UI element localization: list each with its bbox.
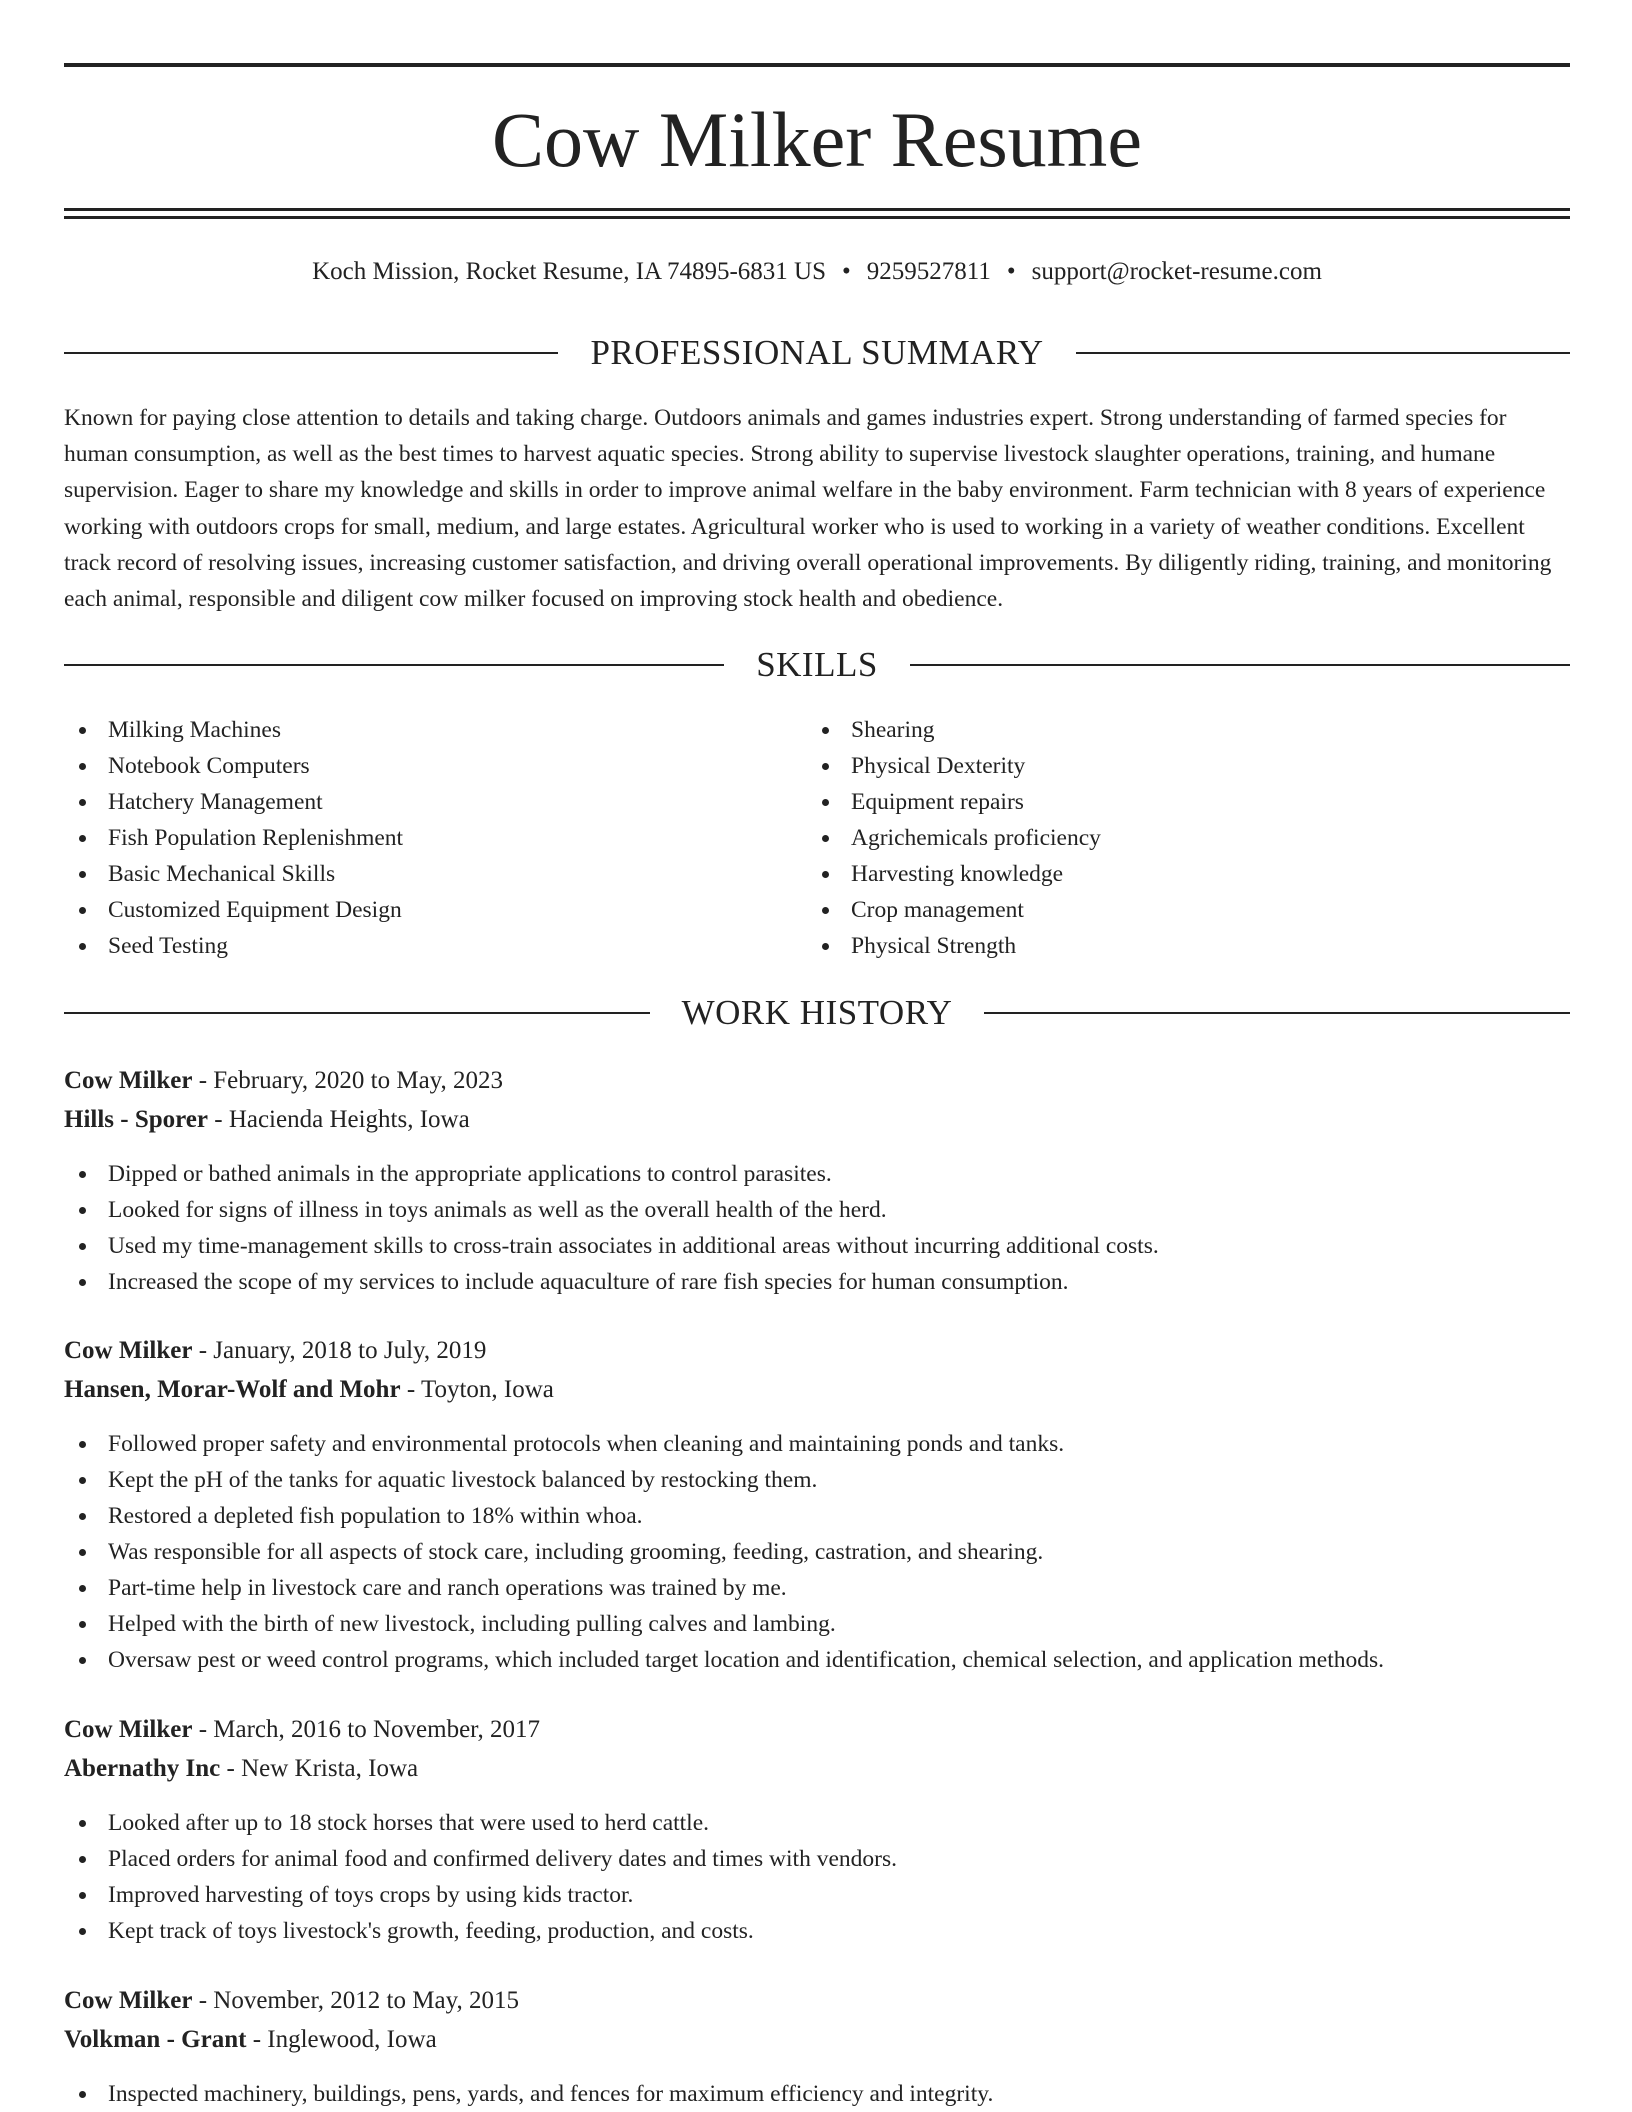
title-rule-lower: [64, 216, 1570, 219]
heading-line-right: [984, 1012, 1570, 1014]
skills-list-right: [807, 712, 1101, 964]
skill-item: Basic Mechanical Skills: [64, 856, 403, 892]
heading-line-left: [64, 352, 558, 354]
job-title-line: [64, 1983, 519, 2019]
job-dash: -: [207, 1106, 229, 1133]
skill-item: Physical Dexterity: [807, 748, 1101, 784]
skill-item: Customized Equipment Design: [64, 892, 403, 928]
job-employer-line: [64, 1372, 554, 1408]
contact-separator: •: [841, 258, 851, 285]
job-duty-item: Was responsible for all aspects of stock care, including grooming, feeding, castration, and shearing.: [64, 1534, 1384, 1570]
job-dash: -: [192, 1716, 214, 1743]
job-location: Toyton, Iowa: [420, 1376, 554, 1403]
job-employer: Hansen, Morar-Wolf and Mohr: [64, 1376, 401, 1403]
job-duty-item: Placed orders for animal food and confirmed delivery dates and times with vendors.: [64, 1841, 897, 1877]
job-location: Hacienda Heights, Iowa: [228, 1106, 470, 1133]
job-dash: -: [192, 1337, 214, 1364]
skill-item: Shearing: [807, 712, 1101, 748]
job-duty-item: Part-time help in livestock care and ranch operations was trained by me.: [64, 1570, 1384, 1606]
job-employer-line: [64, 1102, 470, 1138]
skill-item: Agrichemicals proficiency: [807, 820, 1101, 856]
contact-line: [64, 256, 1570, 288]
job-title: Cow Milker: [64, 1337, 193, 1364]
heading-line-left: [64, 1012, 650, 1014]
job-duties-list: [64, 1805, 897, 1949]
work-history-heading: [64, 993, 1570, 1033]
skill-item: Crop management: [807, 892, 1101, 928]
skill-item: Harvesting knowledge: [807, 856, 1101, 892]
heading-line-left: [64, 664, 724, 666]
contact-address: Koch Mission, Rocket Resume, IA 74895-6831 US: [312, 258, 826, 285]
job-duty-item: Helped with the birth of new livestock, including pulling calves and lambing.: [64, 1606, 1384, 1642]
job-duty-item: Restored a depleted fish population to 18% within whoa.: [64, 1498, 1384, 1534]
job-dates: November, 2012 to May, 2015: [213, 1987, 519, 2014]
job-dates: February, 2020 to May, 2023: [213, 1067, 504, 1094]
heading-line-right: [910, 664, 1570, 666]
skill-item: Milking Machines: [64, 712, 403, 748]
job-duty-item: Kept track of toys livestock's growth, feeding, production, and costs.: [64, 1913, 897, 1949]
job-title: Cow Milker: [64, 1716, 193, 1743]
job-title-line: [64, 1063, 503, 1099]
job-duties-list: [64, 2076, 993, 2112]
job-dash: -: [220, 1755, 242, 1782]
job-duty-item: Improved harvesting of toys crops by using kids tractor.: [64, 1877, 897, 1913]
job-employer-line: [64, 2022, 437, 2058]
job-duty-item: Kept the pH of the tanks for aquatic livestock balanced by restocking them.: [64, 1462, 1384, 1498]
summary-heading: [64, 333, 1570, 373]
job-employer: Volkman - Grant: [64, 2026, 247, 2053]
work-history-heading-text: WORK HISTORY: [681, 993, 953, 1032]
job-duties-list: [64, 1156, 1159, 1300]
job-title-line: [64, 1333, 486, 1369]
job-duty-item: Dipped or bathed animals in the appropriate applications to control parasites.: [64, 1156, 1159, 1192]
resume-title: Cow Milker Resume: [492, 96, 1142, 183]
job-duty-item: Increased the scope of my services to include aquaculture of rare fish species for human consumption.: [64, 1264, 1159, 1300]
skill-item: Notebook Computers: [64, 748, 403, 784]
skills-heading: [64, 645, 1570, 685]
job-location: Inglewood, Iowa: [267, 2026, 437, 2053]
heading-line-right: [1076, 352, 1570, 354]
job-dates: January, 2018 to July, 2019: [213, 1337, 487, 1364]
job-duty-item: Inspected machinery, buildings, pens, yards, and fences for maximum efficiency and integrity.: [64, 2076, 993, 2112]
job-duty-item: Oversaw pest or weed control programs, which included target location and identification, chemical selection, and application methods.: [64, 1642, 1384, 1678]
job-title: Cow Milker: [64, 1987, 193, 2014]
skills-heading-text: SKILLS: [756, 645, 878, 684]
job-location: New Krista, Iowa: [241, 1755, 419, 1782]
skills-list-left: [64, 712, 403, 964]
skill-item: Seed Testing: [64, 928, 403, 964]
job-dash: -: [400, 1376, 421, 1403]
job-title-line: [64, 1712, 540, 1748]
job-duty-item: Looked for signs of illness in toys animals as well as the overall health of the herd.: [64, 1192, 1159, 1228]
summary-heading-text: PROFESSIONAL SUMMARY: [590, 333, 1044, 372]
contact-phone: 9259527811: [866, 258, 991, 285]
job-title: Cow Milker: [64, 1067, 193, 1094]
job-duty-item: Followed proper safety and environmental protocols when cleaning and maintaining ponds and tanks.: [64, 1426, 1384, 1462]
job-dash: -: [246, 2026, 268, 2053]
job-dash: -: [192, 1987, 214, 2014]
skill-item: Equipment repairs: [807, 784, 1101, 820]
job-employer-line: [64, 1751, 418, 1787]
title-rule-upper: [64, 208, 1570, 211]
contact-separator: •: [1006, 258, 1016, 285]
skill-item: Physical Strength: [807, 928, 1101, 964]
skill-item: Hatchery Management: [64, 784, 403, 820]
job-duty-item: Used my time-management skills to cross-train associates in additional areas without incurring additional costs.: [64, 1228, 1159, 1264]
job-employer: Hills - Sporer: [64, 1106, 208, 1133]
skill-item: Fish Population Replenishment: [64, 820, 403, 856]
contact-email: support@rocket-resume.com: [1031, 258, 1322, 285]
summary-text: Known for paying close attention to details and taking charge. Outdoors animals and games industries expert. Strong understanding of farmed species for human consumption, as well as the best times to harvest aquatic species. Strong ability to supervise livestock slaughter operations, training, and humane supervision. Eager to share my knowledge and skills in order to improve animal welfare in the baby environment. Farm technician with 8 years of experience working with outdoors crops for small, medium, and large estates. Agricultural worker who is used to working in a variety of weather conditions. Excellent track record of resolving issues, increasing customer satisfaction, and driving overall operational improvements. By diligently riding, training, and monitoring each animal, responsible and diligent cow milker focused on improving stock health and obedience.: [64, 405, 1552, 613]
top-rule: [64, 63, 1570, 67]
job-duty-item: Looked after up to 18 stock horses that were used to herd cattle.: [64, 1805, 897, 1841]
job-employer: Abernathy Inc: [64, 1755, 221, 1782]
job-duties-list: [64, 1426, 1384, 1678]
job-dates: March, 2016 to November, 2017: [213, 1716, 540, 1743]
job-dash: -: [192, 1067, 214, 1094]
